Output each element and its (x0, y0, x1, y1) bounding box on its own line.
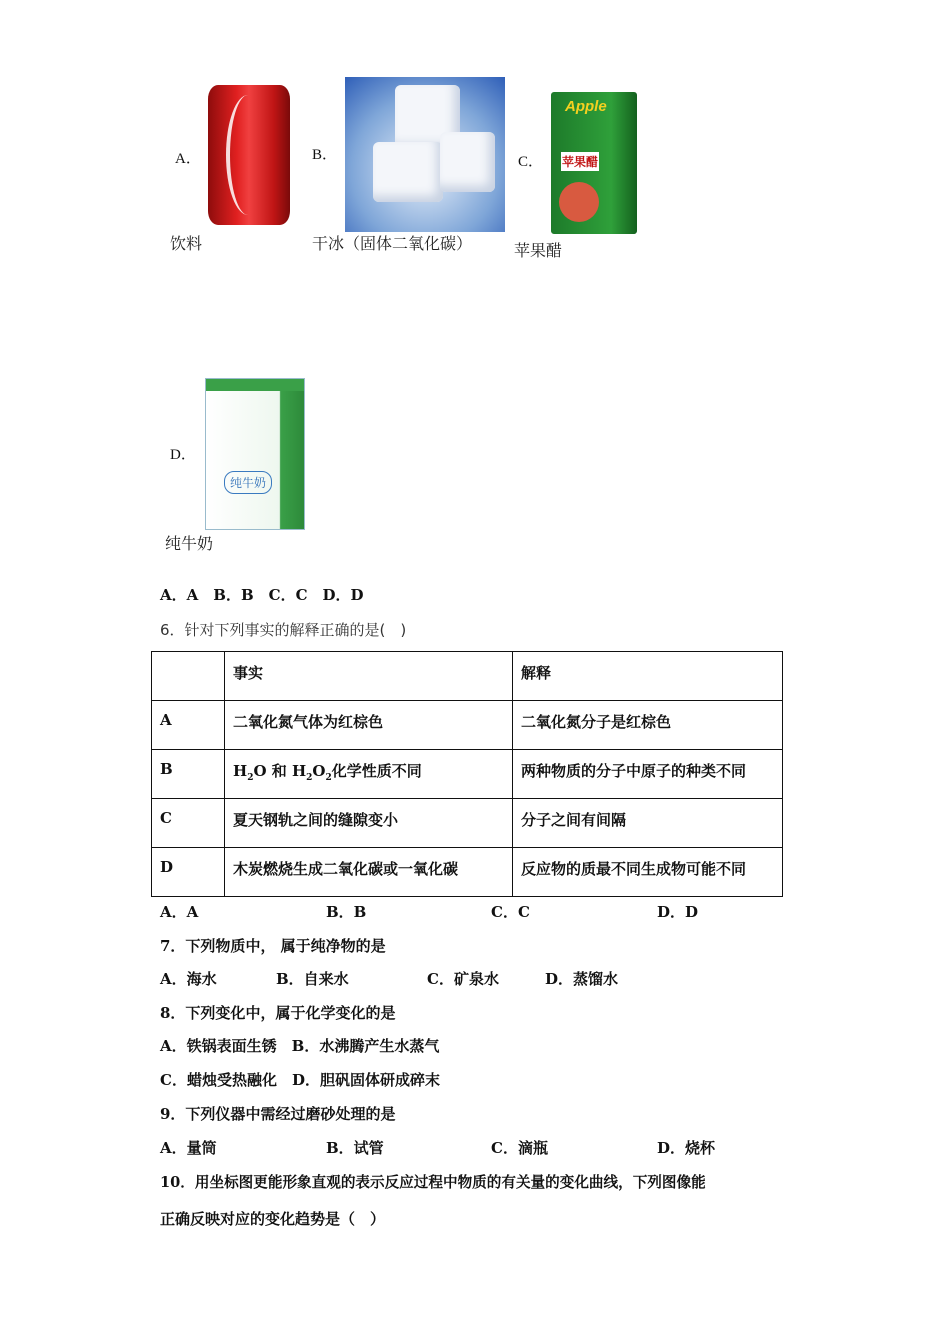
q7-question: 7．下列物质中， 属于纯净物的是 (160, 937, 386, 955)
q6-table (151, 651, 783, 897)
option-d-caption: 纯牛奶 (165, 534, 214, 553)
table-row: C 夏天钢轨之间的缝隙变小 分子之间有间隔 (152, 799, 783, 848)
q7-option: C．矿泉水 (427, 970, 499, 988)
option-a-letter: A． (175, 151, 201, 167)
milk-carton-image: 纯牛奶 (205, 378, 305, 530)
fact-formula: $H_2O$ 和 $H_2O_2$化学性质不同 (225, 750, 513, 799)
q6-option: C．C (491, 903, 530, 921)
table-row: B $H_2O$ 和 $H_2O_2$化学性质不同 两种物质的分子中原子的种类不同 (152, 750, 783, 799)
apple-vinegar-image: Apple 苹果醋 (551, 92, 637, 234)
q7-option: A．海水 (160, 970, 217, 988)
q10-question-line1: 10．用坐标图更能形象直观的表示反应过程中物质的有关量的变化曲线，下列图像能 (160, 1174, 706, 1191)
table-row: D 木炭燃烧生成二氧化碳或一氧化碳 反应物的质最不同生成物可能不同 (152, 848, 783, 897)
option-c-letter: C． (518, 154, 544, 170)
q5-answer-options: A．A B．B C．C D．D (160, 586, 364, 604)
option-d-letter: D． (170, 447, 196, 463)
q9-option: D．烧杯 (657, 1139, 716, 1157)
q7-option: D．蒸馏水 (545, 970, 619, 988)
q9-option: B．试管 (326, 1139, 384, 1157)
q6-question: 6．针对下列事实的解释正确的是( ) (160, 621, 407, 639)
q9-option: C．滴瓶 (491, 1139, 548, 1157)
option-c-caption: 苹果醋 (514, 241, 563, 260)
q8-question: 8．下列变化中，属于化学变化的是 (160, 1004, 396, 1022)
q6-option: A．A (160, 903, 199, 921)
q9-question: 9．下列仪器中需经过磨砂处理的是 (160, 1105, 396, 1123)
q6-option: B．B (326, 903, 367, 921)
q9-option: A．量筒 (160, 1139, 217, 1157)
table-row: A 二氧化氮气体为红棕色 二氧化氮分子是红棕色 (152, 701, 783, 750)
option-b-caption: 干冰（固体二氧化碳） (312, 234, 473, 253)
dry-ice-image (345, 77, 505, 232)
option-b-letter: B． (312, 147, 338, 163)
cola-can-image (208, 85, 290, 225)
header-fact: 事实 (225, 652, 513, 701)
q8-options-line2: C．蜡烛受热融化 D．胆矾固体研成碎末 (160, 1071, 440, 1089)
q10-question-line2: 正确反映对应的变化趋势是（ ） (160, 1210, 386, 1228)
q7-option: B．自来水 (276, 970, 349, 988)
q8-options-line1: A．铁锅表面生锈 B．水沸腾产生水蒸气 (160, 1037, 440, 1055)
option-a-caption: 饮料 (170, 234, 203, 253)
q6-option: D．D (657, 903, 699, 921)
header-explanation: 解释 (513, 652, 783, 701)
